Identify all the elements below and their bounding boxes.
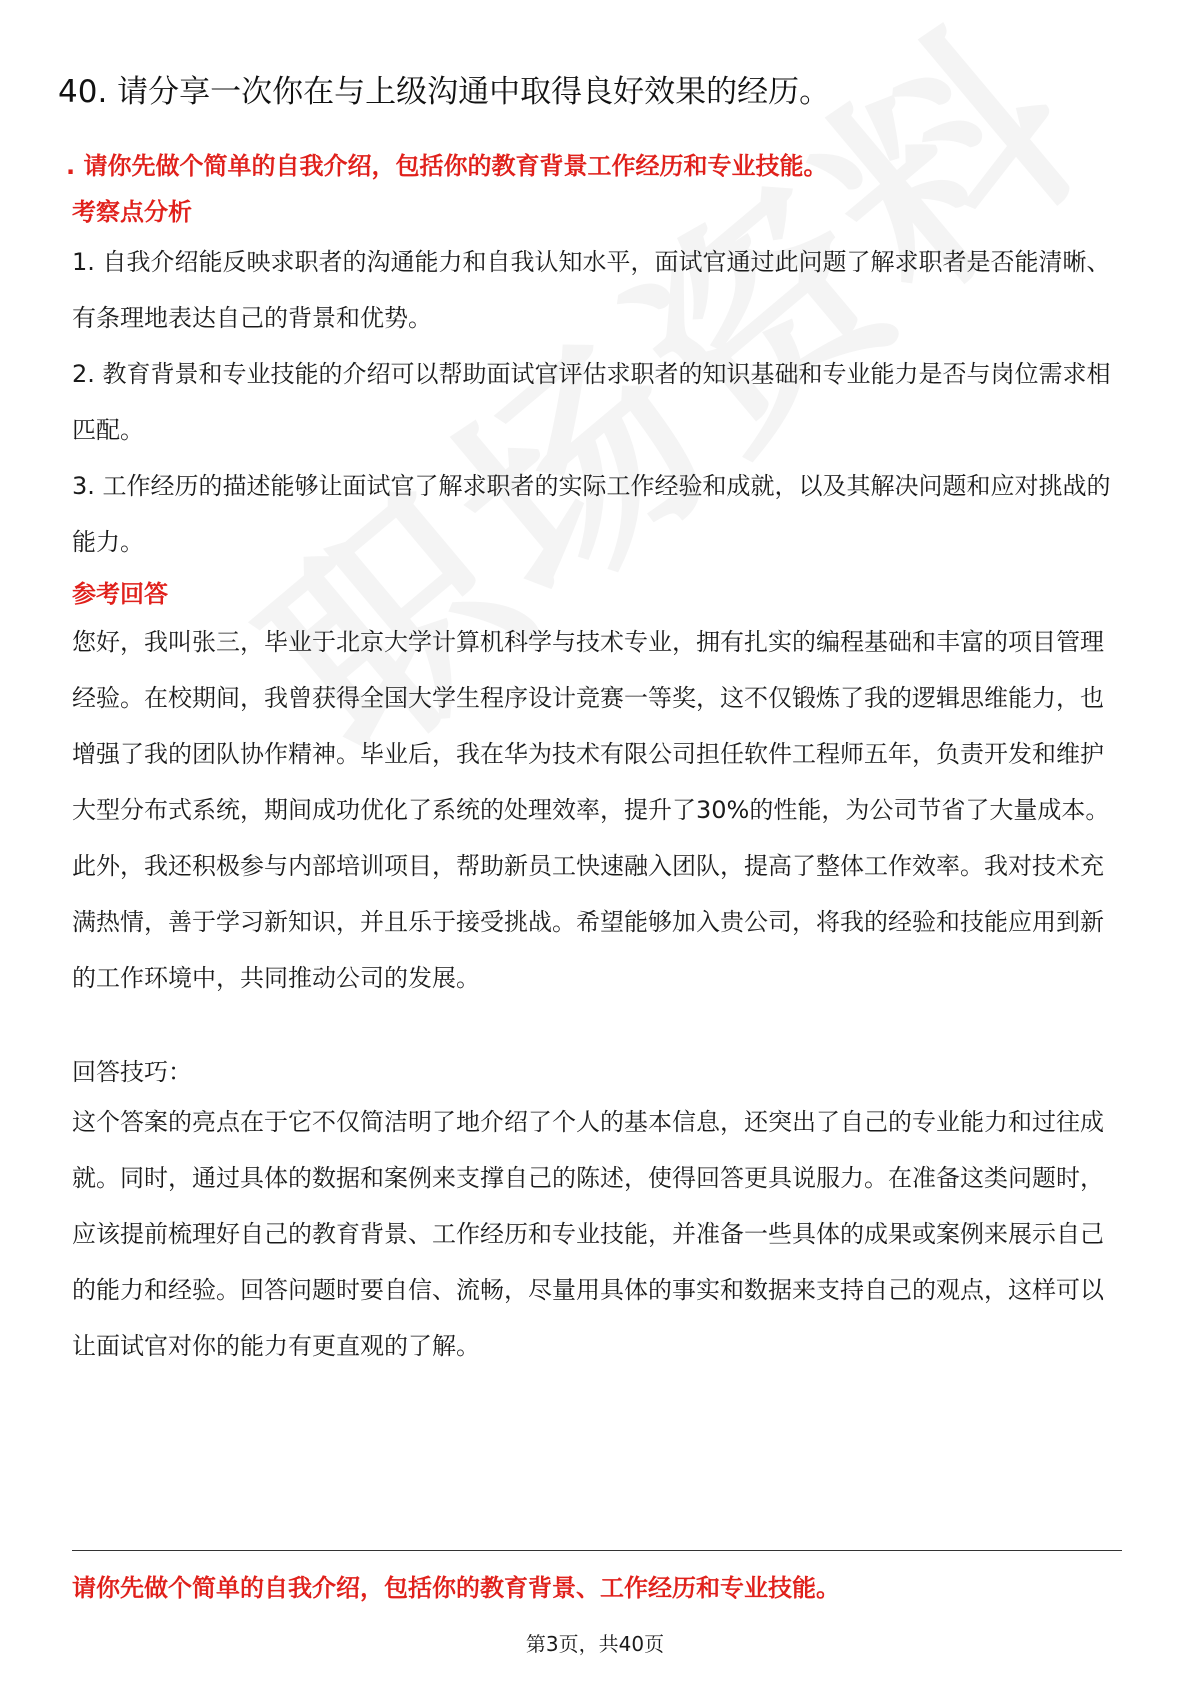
- analysis-point: 1. 自我介绍能反映求职者的沟通能力和自我认知水平，面试官通过此问题了解求职者是否能清晰、有条理地表达自己的背景和优势。: [72, 248, 1111, 332]
- tips-heading: 回答技巧：: [72, 1058, 192, 1086]
- footer-question: 请你先做个简单的自我介绍，包括你的教育背景、工作经历和专业技能。: [72, 1574, 840, 1602]
- analysis-heading: 考察点分析: [72, 198, 192, 226]
- tips-text: 这个答案的亮点在于它不仅简洁明了地介绍了个人的基本信息，还突出了自己的专业能力和过往成就。同时，通过具体的数据和案例来支撑自己的陈述，使得回答更具说服力。在准备这类问题时，应该提前梳理好自己的教育背景、工作经历和专业技能，并准备一些具体的成果或案例来展示自己的能力和经验。回答问题时要自信、流畅，尽量用具体的事实和数据来支持自己的观点，这样可以让面试官对你的能力有更直观的了解。: [72, 1108, 1104, 1360]
- answer-heading: 参考回答: [72, 580, 168, 608]
- question-title: 40. 请分享一次你在与上级沟通中取得良好效果的经历。: [58, 74, 831, 110]
- analysis-point: 2. 教育背景和专业技能的介绍可以帮助面试官评估求职者的知识基础和专业能力是否与岗位需求相匹配。: [72, 360, 1111, 444]
- divider: [72, 1550, 1122, 1551]
- analysis-point: 3. 工作经历的描述能够让面试官了解求职者的实际工作经验和成就，以及其解决问题和应对挑战的能力。: [72, 472, 1111, 556]
- analysis-points: [72, 234, 1122, 570]
- page-number: 第3页，共40页: [525, 1632, 665, 1656]
- sub-question: . 请你先做个简单的自我介绍，包括你的教育背景工作经历和专业技能。: [66, 152, 828, 180]
- answer-text: 您好，我叫张三，毕业于北京大学计算机科学与技术专业，拥有扎实的编程基础和丰富的项目管理经验。在校期间，我曾获得全国大学生程序设计竞赛一等奖，这不仅锻炼了我的逻辑思维能力，也增强了我的团队协作精神。毕业后，我在华为技术有限公司担任软件工程师五年，负责开发和维护大型分布式系统，期间成功优化了系统的处理效率，提升了30%的性能，为公司节省了大量成本。此外，我还积极参与内部培训项目，帮助新员工快速融入团队，提高了整体工作效率。我对技术充满热情，善于学习新知识，并且乐于接受挑战。希望能够加入贵公司，将我的经验和技能应用到新的工作环境中，共同推动公司的发展。: [72, 628, 1110, 992]
